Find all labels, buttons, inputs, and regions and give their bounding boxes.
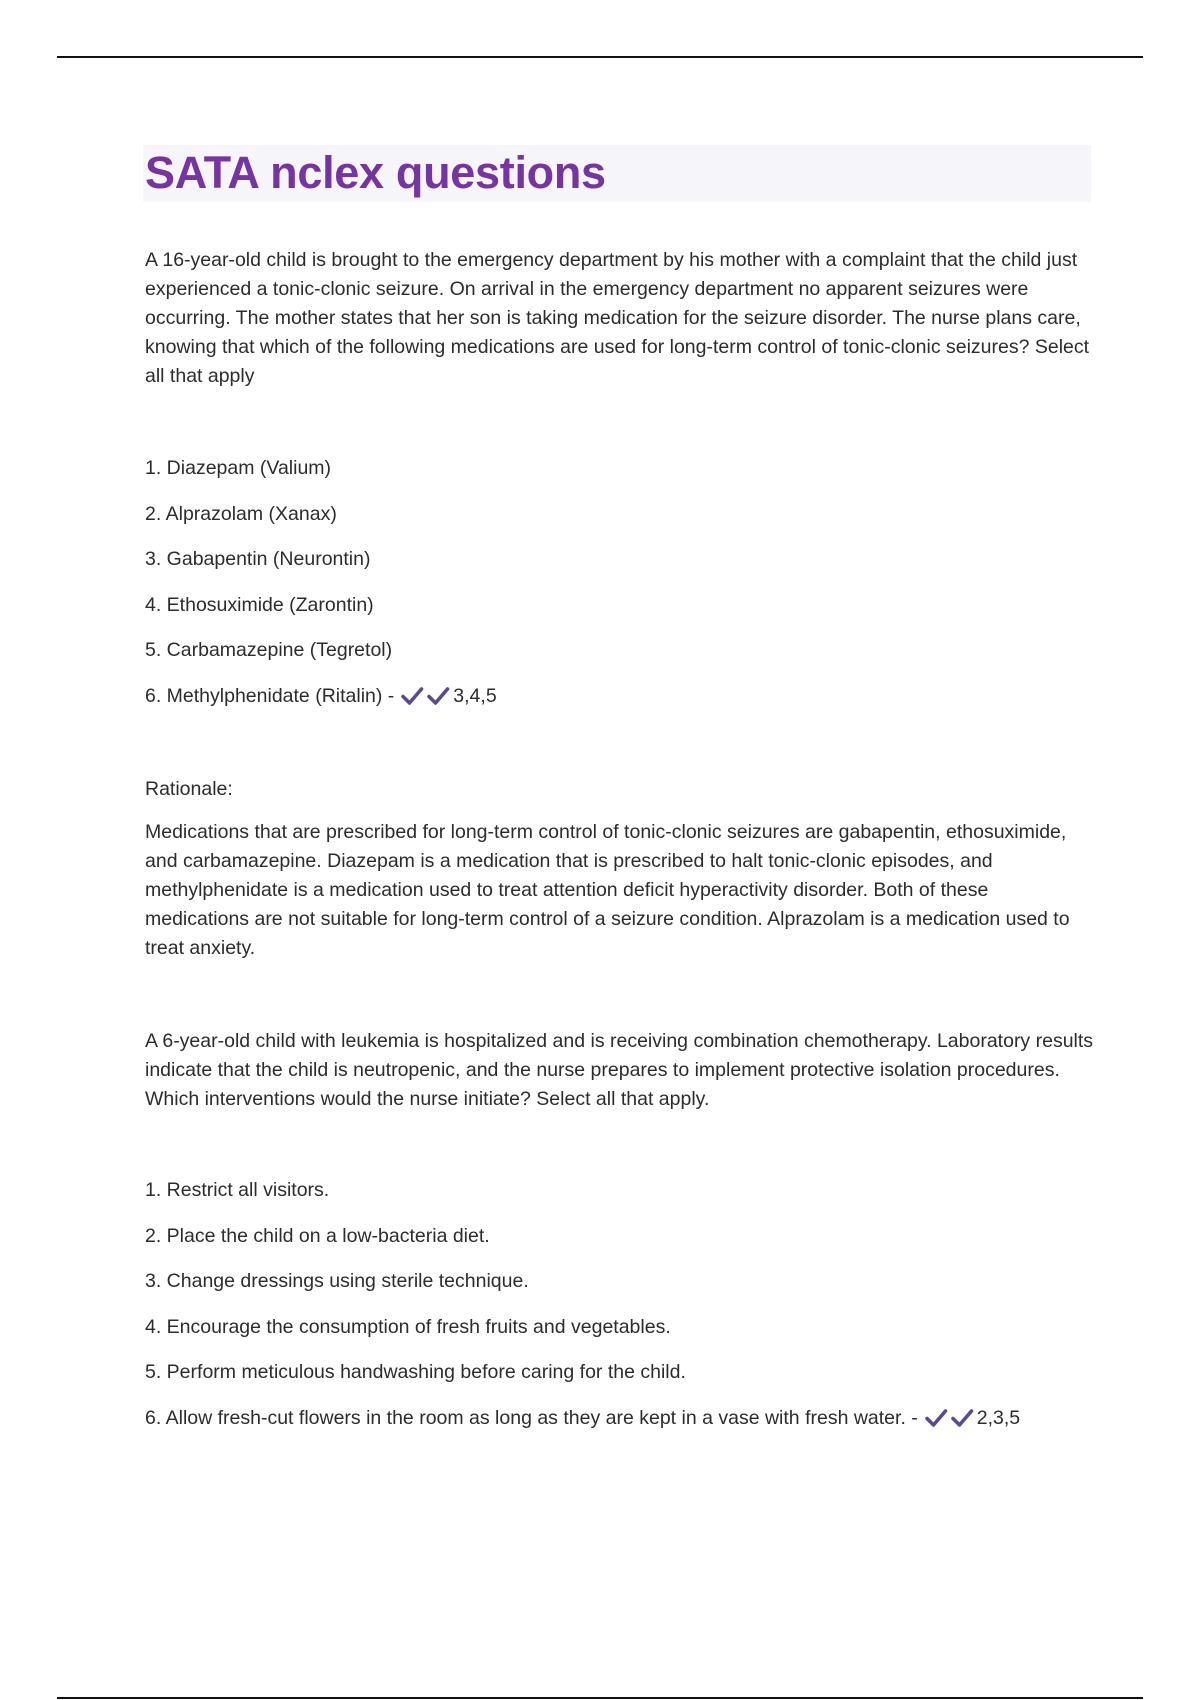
question-1-stem: A 16-year-old child is brought to the emergency department by his mother with a complaint that the child just experienced a tonic-clonic seizure. On arrival in the emergency department no apparent seizures were occurring. The mother states that her son is taking medication for the seizure disorder. The nurse plans care, knowing that which of the following medications are used for long-term control of tonic-clonic seizures? Select all that apply <box>145 249 1090 387</box>
option-label: 6. Methylphenidate (Ritalin) - <box>145 684 395 707</box>
option-item: 1. Diazepam (Valium) <box>145 457 332 479</box>
option-label: 6. Allow fresh-cut flowers in the room as long as they are kept in a vase with fresh water. - <box>145 1406 918 1429</box>
answer-marker <box>400 683 496 709</box>
option-item: 4. Ethosuximide (Zarontin) <box>145 593 374 616</box>
question-2-stem: A 6-year-old child with leukemia is hospitalized and is receiving combination chemotherapy. Laboratory results indicate that the child is neutropenic, and the nurse prepares to implement protective isolation procedures. Which interventions would the nurse initiate? Select all that apply. <box>145 1030 1094 1110</box>
option-item: 3. Change dressings using sterile technique. <box>145 1270 529 1292</box>
document-title: SATA nclex questions <box>145 147 606 198</box>
rationale-label: Rationale: <box>145 778 233 800</box>
question-1-options <box>145 455 1095 728</box>
option-item: 2. Alprazolam (Xanax) <box>145 502 337 525</box>
question-2-options <box>145 1177 1095 1450</box>
option-item: 1. Restrict all visitors. <box>145 1179 330 1201</box>
top-rule <box>57 56 1143 58</box>
option-item: 2. Place the child on a low-bacteria diet. <box>145 1224 490 1247</box>
check-mark-icon <box>950 1407 974 1429</box>
check-mark-icon <box>426 685 450 707</box>
answer-marker <box>924 1405 1020 1431</box>
option-item: 3. Gabapentin (Neurontin) <box>145 548 371 570</box>
option-item: 5. Carbamazepine (Tegretol) <box>145 639 393 661</box>
answer-key: 2,3,5 <box>976 1407 1021 1430</box>
check-mark-icon <box>400 685 424 707</box>
option-item: 4. Encourage the consumption of fresh fruits and vegetables. <box>145 1315 671 1338</box>
bottom-rule <box>57 1697 1143 1699</box>
answer-key: 3,4,5 <box>453 685 497 708</box>
rationale-text: Medications that are prescribed for long-term control of tonic-clonic seizures are gabapentin, ethosuximide, and carbamazepine. Diazepam is a medication that is prescribed to halt tonic-clonic episodes, and methylphenidate is a medication used to treat attention deficit hyperactivity disorder. Both of these medications are not suitable for long-term control of a seizure condition. Alprazolam is a medication used to treat anxiety. <box>145 821 1070 959</box>
check-mark-icon <box>924 1407 948 1429</box>
option-item-with-answer <box>145 1405 1095 1451</box>
option-item: 5. Perform meticulous handwashing before caring for the child. <box>145 1361 686 1383</box>
option-item-with-answer <box>145 683 1095 729</box>
